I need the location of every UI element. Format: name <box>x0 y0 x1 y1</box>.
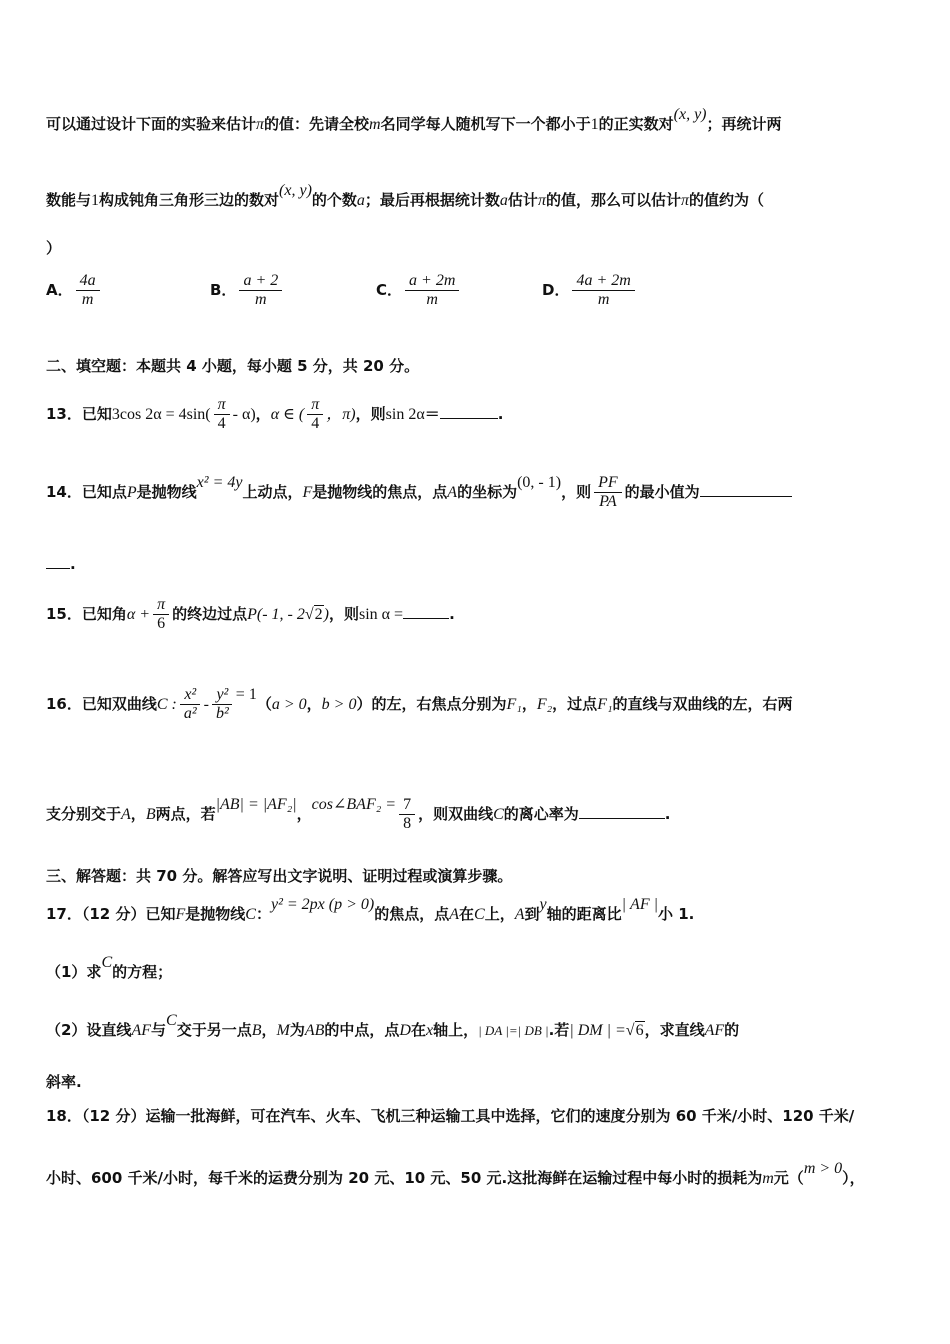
option-b-fraction: $\frac{a + 2}{m}$ <box>239 272 282 309</box>
question-17-part-2: （2）设直线AF与C交于另一点B，M为AB的中点，点D在x轴上，| DA |=| DB |.若| DM | =√6，求直线AF的 <box>46 1012 740 1039</box>
option-c[interactable]: C． $\frac{a + 2m}{m}$ <box>376 272 462 309</box>
answer-blank[interactable] <box>403 604 449 619</box>
option-b[interactable]: B． $\frac{a + 2}{m}$ <box>210 272 285 309</box>
question-16-line-2: 支分别交于A，B两点，若|AB| = |AF₂|，cos∠BAF₂ = $\frac{7}{8}$ ，则双曲线C的离心率为 . <box>46 796 671 832</box>
answer-blank[interactable] <box>440 404 498 419</box>
question-18-line-1: 18．（12 分）运输一批海鲜，可在汽车、火车、飞机三种运输工具中选择，它们的速度分别为 60 千米/小时、120 千米/ <box>46 1107 855 1125</box>
q12-line-2: 数能与1构成钝角三角形三边的数对(x, y)的个数a；最后再根据统计数a估计π的值，那么可以估计π的值约为（ <box>46 182 764 209</box>
option-d-fraction: $\frac{4a + 2m}{m}$ <box>572 272 634 309</box>
section-2-heading: 二、填空题：本题共 4 小题，每小题 5 分，共 20 分。 <box>46 357 420 375</box>
option-c-fraction: $\frac{a + 2m}{m}$ <box>405 272 459 309</box>
question-18-line-2: 小时、600 千米/小时，每千米的运费分别为 20 元、10 元、50 元.这批海鲜在运输过程中每小时的损耗为m元（m > 0）， <box>46 1160 865 1187</box>
question-13: 13．已知3cos 2α = 4sin( $\frac{\pi}{4}$ - α)，α ∈ ( $\frac{\pi}{4}$ ，π)，则sin 2α＝ . <box>46 396 504 432</box>
number-pair: (x, y) <box>673 106 707 123</box>
option-a[interactable]: A． $\frac{4a}{m}$ <box>46 272 103 309</box>
question-17-part-1: （1）求C的方程； <box>46 954 173 981</box>
option-d[interactable]: D． $\frac{4a + 2m}{m}$ <box>542 272 638 309</box>
q12-line-1: 可以通过设计下面的实验来估计π的值：先请全校m名同学每人随机写下一个都小于1的正实数对(x, y)；再统计两 <box>46 106 782 133</box>
question-17-part-2-end: 斜率. <box>46 1073 82 1091</box>
question-16: 16．已知双曲线C : $\frac{\text{x²}}{\text{a²}}$ - $\frac{\text{y²}}{\text{b²}}$ = 1（a > 0，b > 0）的左，右焦点分别为F₁，F₂，过点F₁的直线与双曲线的左，右两 <box>46 686 793 722</box>
answer-blank[interactable] <box>579 804 665 819</box>
option-a-fraction: $\frac{4a}{m}$ <box>76 272 100 309</box>
pi-symbol: π <box>256 116 265 133</box>
question-14: 14．已知点P是抛物线x² = 4y上动点，F是抛物线的焦点，点A的坐标为(0, - 1)，则 $\frac{PF}{PA}$ 的最小值为 <box>46 472 792 513</box>
answer-blank[interactable] <box>46 554 70 569</box>
q12-line-3: ） <box>46 239 62 257</box>
section-3-heading: 三、解答题：共 70 分。解答应写出文字说明、证明过程或演算步骤。 <box>46 867 513 885</box>
question-14-continuation: . <box>46 554 76 574</box>
question-15: 15．已知角α + $\frac{\pi}{6}$ 的终边过点P(- 1, - 2√2)，则sin α = . <box>46 596 455 632</box>
answer-blank[interactable] <box>700 482 792 497</box>
question-17: 17．（12 分）已知F是抛物线C：y² = 2px (p > 0)的焦点，点A在C上，A到y轴的距离比| AF |小 1. <box>46 896 695 923</box>
